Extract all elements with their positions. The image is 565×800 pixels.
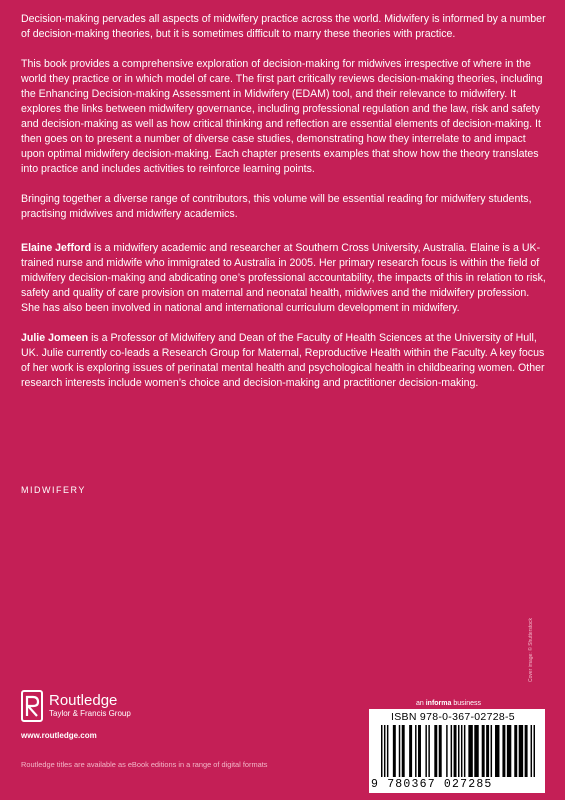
author-name: Elaine Jefford xyxy=(21,242,92,254)
barcode-bar xyxy=(451,725,452,777)
informa-suffix: business xyxy=(451,700,481,707)
barcode-bar xyxy=(409,725,412,777)
informa-brand: informa xyxy=(425,700,452,707)
barcode-bar xyxy=(464,725,465,777)
author-bio-jomeen xyxy=(21,331,546,391)
barcode-bar xyxy=(418,725,421,777)
barcode-bar xyxy=(428,725,429,777)
publisher-name: Routledge xyxy=(49,692,118,709)
barcode-bar xyxy=(458,725,459,777)
barcode-bar xyxy=(507,725,511,777)
barcode-bar xyxy=(495,725,499,777)
isbn-number: ISBN 978-0-367-02728-5 xyxy=(391,711,515,723)
barcode-bar xyxy=(531,725,532,777)
ean-digits: 9 780367 027285 xyxy=(371,778,493,791)
barcode-bar xyxy=(519,725,523,777)
publisher-group: Taylor & Francis Group xyxy=(49,709,131,718)
blurb-paragraph-3: Bringing together a diverse range of contributors, this volume will be essential reading for midwifery students, practising midwives and midwifery academics. xyxy=(21,193,532,220)
barcode-bar xyxy=(525,725,528,777)
barcode-bar xyxy=(439,725,442,777)
isbn-barcode xyxy=(369,709,545,793)
informa-prefix: an xyxy=(416,700,426,707)
barcode-bar xyxy=(482,725,485,777)
author-bio-text: is a Professor of Midwifery and Dean of the Faculty of Health Sciences at the University of Hull, UK. Julie currently co-leads a Research Group for Maternal, Reproductive Health within the Faculty. A key focus of her work is exploring issues of perinatal mental health and psychological health in childbearing women. Other research interests include women’s choice and decision-making and practitioner decision-making. xyxy=(21,332,545,389)
author-bio-jefford xyxy=(21,241,546,316)
barcode-bar xyxy=(514,725,517,777)
barcode-bar xyxy=(425,725,426,777)
routledge-logo-icon xyxy=(21,690,43,722)
barcode-bar xyxy=(502,725,505,777)
barcode-bar xyxy=(446,725,447,777)
barcode-bar xyxy=(486,725,489,777)
blurb-paragraph-2: This book provides a comprehensive exploration of decision-making for midwives irrespective of where in the world they practice or in which model of care. The first part critically reviews decision-making theories, including the Enhancing Decision-making Assessment in Midwifery (EDAM) tool, and their relevance to midwifery. It explores the links between midwifery governance, including professional regulation and the law, risk and safety and decision-making as well as how critical thinking and reflection are essential elements of decision-making. It then goes on to present a number of diverse case studies, demonstrating how they interrelate to and impact upon optimal midwifery decision-making. Each chapter presents examples that show how the theory translates into practice and includes activities to reinforce learning points. xyxy=(21,58,543,175)
barcode-bar xyxy=(393,725,396,777)
barcode-bar xyxy=(399,725,400,777)
blurb-paragraph-1: Decision-making pervades all aspects of midwifery practice across the world. Midwifery is informed by a number of decision-making theories, but it is sometimes difficult to marry these theories with practice. xyxy=(21,13,546,40)
publisher-url: www.routledge.com xyxy=(21,731,97,740)
barcode-bar xyxy=(454,725,457,777)
barcode-bar xyxy=(491,725,492,777)
barcode-bar xyxy=(415,725,416,777)
cover-image-credit: Cover image: © Shutterstock xyxy=(528,618,534,682)
barcode-bar xyxy=(384,725,385,777)
ebook-note: Routledge titles are available as eBook editions in a range of digital formats xyxy=(21,760,268,769)
barcode-bar xyxy=(534,725,535,777)
back-cover-blurb xyxy=(21,12,546,406)
barcode-bar xyxy=(402,725,405,777)
barcode-bar xyxy=(434,725,437,777)
author-bio-text: is a midwifery academic and researcher at Southern Cross University, Australia. Elaine is a UK-trained nurse and midwife who immigrated to Australia in 2005. Her primary research focus is within the field of midwifery decision-making and abdicating one’s professional accountability, the impacts of this in relation to risk, safety and quality of care provision on maternal and neonatal health, midwives and the midwifery profession. She has also been involved in national and international curriculum development in midwifery. xyxy=(21,242,546,314)
author-name: Julie Jomeen xyxy=(21,332,89,344)
barcode-bar xyxy=(381,725,382,777)
barcode-bar xyxy=(461,725,462,777)
barcode-bars xyxy=(377,725,539,777)
barcode-bar xyxy=(474,725,478,777)
informa-tagline xyxy=(416,700,481,707)
publisher-logo xyxy=(21,690,131,722)
barcode-bar xyxy=(468,725,472,777)
subject-category: MIDWIFERY xyxy=(21,485,86,495)
barcode-bar xyxy=(387,725,388,777)
author-bios xyxy=(21,241,546,391)
